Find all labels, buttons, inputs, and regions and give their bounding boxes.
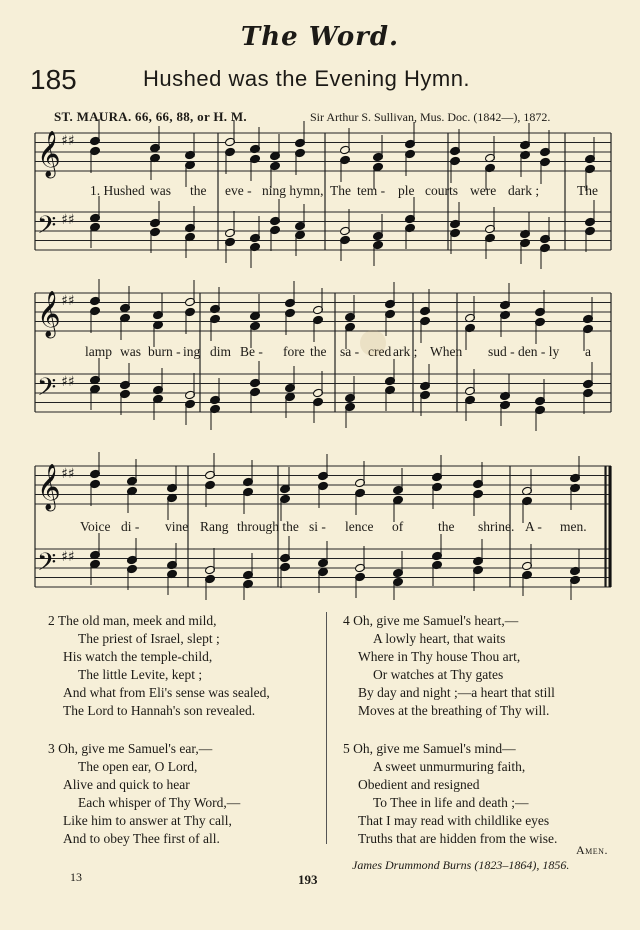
lyric-syllable: cred [368,344,392,359]
lyric-syllable: The [330,183,351,198]
composer-credit: Sir Arthur S. Sullivan, Mus. Doc. (1842—), 1872. [310,110,551,124]
verse-5-line: Obedient and resigned [358,777,480,792]
key-signature-sharp-icon: ♯♯ [61,549,75,565]
signature-mark: 13 [70,870,82,884]
verse-2-line: And what from Eli's sense was sealed, [63,685,270,700]
key-signature-sharp-icon: ♯♯ [61,466,75,482]
lyric-syllable: tem - [357,183,386,198]
verse-4-line: Or watches at Thy gates [373,667,504,682]
key-signature-sharp-icon: ♯♯ [61,133,75,149]
verse-4-line: A lowly heart, that waits [373,631,506,646]
verse-2-line: His watch the temple-child, [63,649,213,664]
lyric-syllable: 1. Hushed [90,183,145,198]
lyric-syllable: lamp [85,344,112,359]
lyric-syllable: When [430,344,463,359]
lyric-syllable: courts [425,183,458,198]
lyric-syllable: dim [210,344,232,359]
verse-4-line: By day and night ;—a heart that still [358,685,555,700]
lyric-syllable: ning hymn, [262,183,324,198]
treble-clef-icon: 𝄞 [37,291,61,337]
verse-5-line: To Thee in life and death ;— [373,795,529,810]
lyric-syllable: ark ; [393,344,418,359]
lyric-syllable: the [438,519,455,534]
amen-label: Amen. [576,843,608,857]
verse-3-line: The open ear, O Lord, [78,759,198,774]
lyric-syllable: Be - [240,344,263,359]
paper-stain [360,330,386,356]
hymn-title: Hushed was the Evening Hymn. [143,66,471,91]
verse-5-line: A sweet unmurmuring faith, [373,759,526,774]
lyric-syllable: burn - [148,344,181,359]
verse-4-line: 4 Oh, give me Samuel's heart,— [343,613,519,628]
lyric-syllable: Rang [200,519,229,534]
verse-4-line: Moves at the breathing of Thy will. [358,703,550,718]
verse-3-line: Alive and quick to hear [63,777,190,792]
clefs [37,131,75,583]
lyric-syllable: ing [183,344,201,359]
lyric-syllable: the [310,344,327,359]
verse-2-line: The little Levite, kept ; [78,667,203,682]
verse-5-line: Truths that are hidden from the wise. [358,831,558,846]
lyric-syllable: sud - den - ly [488,344,560,359]
verse-5-line: 5 Oh, give me Samuel's mind— [343,741,516,756]
bass-clef-icon: 𝄢 [37,211,57,246]
lyric-syllable: eve - [225,183,252,198]
lyric-syllable: fore [283,344,305,359]
verse-3-line: And to obey Thee first of all. [63,831,220,846]
lyric-syllable: vine [165,519,189,534]
verse-2-line: 2 The old man, meek and mild, [48,613,217,628]
verse-3-line: Each whisper of Thy Word,— [78,795,241,810]
lyric-syllable: was [150,183,171,198]
verse-2-line: The Lord to Hannah's son revealed. [63,703,256,718]
author-credit: James Drummond Burns (1823–1864), 1856. [352,858,570,872]
treble-clef-icon: 𝄞 [37,464,61,510]
bass-clef-icon: 𝄢 [37,548,57,583]
bass-clef-icon: 𝄢 [37,373,57,408]
treble-clef-icon: 𝄞 [37,131,61,177]
lyric-syllable: dark ; [508,183,540,198]
lyric-syllable: a [585,344,591,359]
key-signature-sharp-icon: ♯♯ [61,293,75,309]
verse-3-line: 3 Oh, give me Samuel's ear,— [48,741,213,756]
page-number: 193 [298,872,318,887]
lyric-syllable: through the [237,519,299,534]
lyric-syllable: A - [525,519,542,534]
lyric-syllable: the [190,183,207,198]
lyric-syllable: lence [345,519,374,534]
lyric-syllable: Voice [80,519,111,534]
verse-2-line: The priest of Israel, slept ; [78,631,220,646]
key-signature-sharp-icon: ♯♯ [61,374,75,390]
tune-name: ST. MAURA. 66, 66, 88, or H. M. [54,109,247,124]
lyric-syllable: men. [560,519,587,534]
lyric-syllable: ple [398,183,415,198]
lyric-syllable: of [392,519,404,534]
page-header-title: The Word. [240,22,400,52]
hymn-number: 185 [30,64,77,95]
verse-3-line: Like him to answer at Thy call, [63,813,232,828]
column-divider [326,612,327,844]
lyric-syllable: sa - [340,344,360,359]
verse-4-line: Where in Thy house Thou art, [358,649,521,664]
lyric-syllable: di - [121,519,140,534]
lyric-syllable: The [577,183,598,198]
lyric-syllable: was [120,344,141,359]
lyric-syllable: shrine. [478,519,515,534]
lyric-syllable: were [470,183,497,198]
key-signature-sharp-icon: ♯♯ [61,212,75,228]
lyric-syllable: si - [309,519,326,534]
verse-5-line: That I may read with childlike eyes [358,813,550,828]
